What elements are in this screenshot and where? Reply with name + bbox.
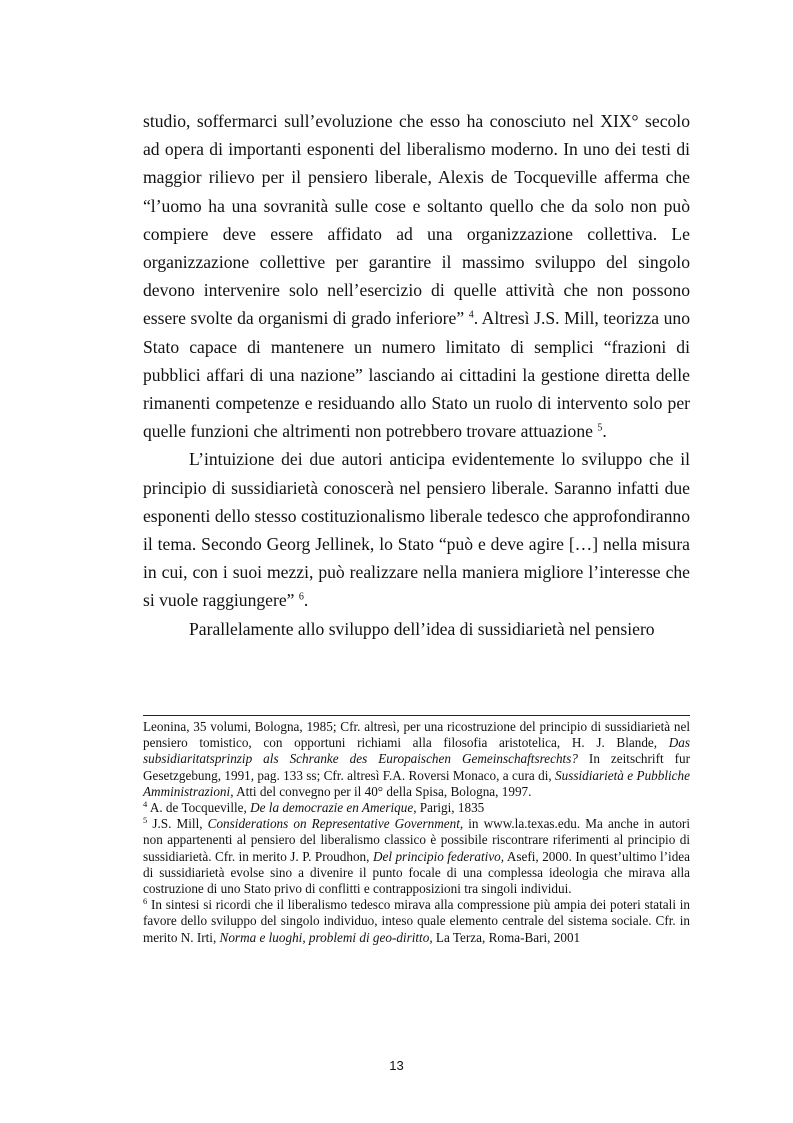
footnote-5-text-c: Asefi, 2000. In quest’ultimo l’idea di sussidiarietà evolse sino a divenire il punto focale di una complessa ideologia che mirava alla costruzione di uno Stato privo di conflitti e contrapposizioni tra singoli individui. — [143, 848, 691, 897]
footnote-ref-4: 4 — [468, 309, 474, 321]
paragraph-2-text-b: . — [303, 590, 309, 611]
paragraph-1-text-a: studio, soffermarci sull’evoluzione che esso ha conosciuto nel XIX° secolo ad opera di importanti esponenti del liberalismo moderno. In uno dei testi di maggior rilievo per il pensiero liberale, Alexis de Tocqueville afferma che “l’uomo ha una sovranità sulle cose e soltanto quello che da solo non può compiere deve essere affidato ad una organizzazione collettiva. Le organizzazione collettive per garantire il massimo sviluppo del singolo devono intervenire solo nell’esercizio di quelle attività che non possono essere svolte da organismi di grado inferiore” — [143, 111, 690, 329]
page-number: 13 — [389, 1058, 404, 1073]
footnote-4 — [143, 800, 690, 816]
footnote-4-text-a: A. de Tocqueville, — [147, 800, 251, 816]
footnote-continuation-title-2: Sussidiarietà e Pubbliche Amministrazioni — [143, 767, 690, 799]
paragraph-1 — [143, 107, 690, 445]
footnote-6-text-a: In sintesi si ricordi che il liberalismo tedesco mirava alla compressione più ampia dei poteri statali in favore dello sviluppo del singolo individuo, inteso quale elemento centrale del sistema sociale. Cfr. in merito N. Irti, — [143, 897, 690, 945]
footnote-continuation-text-a: Leonina, 35 volumi, Bologna, 1985; Cfr. altresì, per una ricostruzione del principio di sussidiarietà nel pensiero tomistico, con opportuni richiami alla filosofia aristotelica, H. J. Blande, — [143, 719, 690, 751]
footnote-4-text-b: , Parigi, 1835 — [413, 800, 485, 816]
footnote-ref-6: 6 — [298, 591, 304, 603]
paragraph-2 — [143, 445, 690, 614]
footnote-5 — [143, 816, 690, 897]
footnote-5-number: 5 — [143, 815, 148, 826]
footnote-6-number: 6 — [143, 896, 148, 907]
footnote-4-number: 4 — [143, 798, 148, 809]
footnote-continuation-text-c: , Atti del convegno per il 40° della Spisa, Bologna, 1997. — [230, 783, 532, 799]
footnote-continuation-text-b: In zeitschrift fur Gesetzgebung, 1991, pag. 133 ss; Cfr. altresì F.A. Roversi Monaco, a cura di, — [143, 751, 691, 783]
footnote-6 — [143, 897, 690, 946]
footnote-continuation-title-1: Das subsidiaritatsprinzip als Schranke des Europaischen Gemeinschaftsrechts? — [143, 735, 690, 767]
footnotes — [143, 719, 690, 946]
footnote-5-text-a: J.S. Mill, — [147, 816, 208, 832]
footnote-5-title-1: Considerations on Representative Government, — [207, 816, 464, 832]
footnote-ref-5: 5 — [597, 422, 603, 434]
paragraph-1-text-b: . Altresì J.S. Mill, teorizza uno Stato capace di mantenere un numero limitato di semplici “frazioni di pubblici affari di una nazione” lasciando ai cittadini la gestione diretta delle rimanenti competenze e residuando allo Stato un ruolo di intervento solo per quelle funzioni che altrimenti non potrebbero trovare attuazione — [143, 308, 690, 442]
paragraph-1-text-c: . — [602, 421, 607, 442]
footnote-continuation — [143, 719, 690, 800]
footnote-separator — [143, 715, 690, 716]
paragraph-2-text-a: L’intuizione dei due autori anticipa evidentemente lo sviluppo che il principio di sussidiarietà conoscerà nel pensiero liberale. Saranno infatti due esponenti dello stesso costituzionalismo liberale tedesco che approfondiranno il tema. Secondo Georg Jellinek, lo Stato “può e deve agire […] nella misura in cui, con i suoi mezzi, può realizzare nella maniera migliore l’interesse che si vuole raggiungere” — [143, 449, 690, 611]
paragraph-3-text: Parallelamente allo sviluppo dell’idea di sussidiarietà nel pensiero — [189, 618, 655, 639]
footnote-5-text-b: in www.la.texas.edu. Ma anche in autori non appartenenti al pensiero del liberalismo classico è possibile riscontrare riferimenti al principio di sussidiarietà. Cfr. in merito J. P. Proudhon, — [143, 816, 690, 864]
footnote-6-text-b: La Terza, Roma-Bari, 2001 — [432, 929, 581, 945]
main-text — [143, 107, 690, 643]
paragraph-3 — [143, 615, 690, 643]
footnote-6-title: Norma e luoghi, problemi di geo-diritto, — [219, 929, 433, 945]
footnote-4-title: De la democrazie en Amerique — [250, 800, 414, 816]
footnote-5-title-2: Del principio federativo, — [372, 848, 505, 864]
